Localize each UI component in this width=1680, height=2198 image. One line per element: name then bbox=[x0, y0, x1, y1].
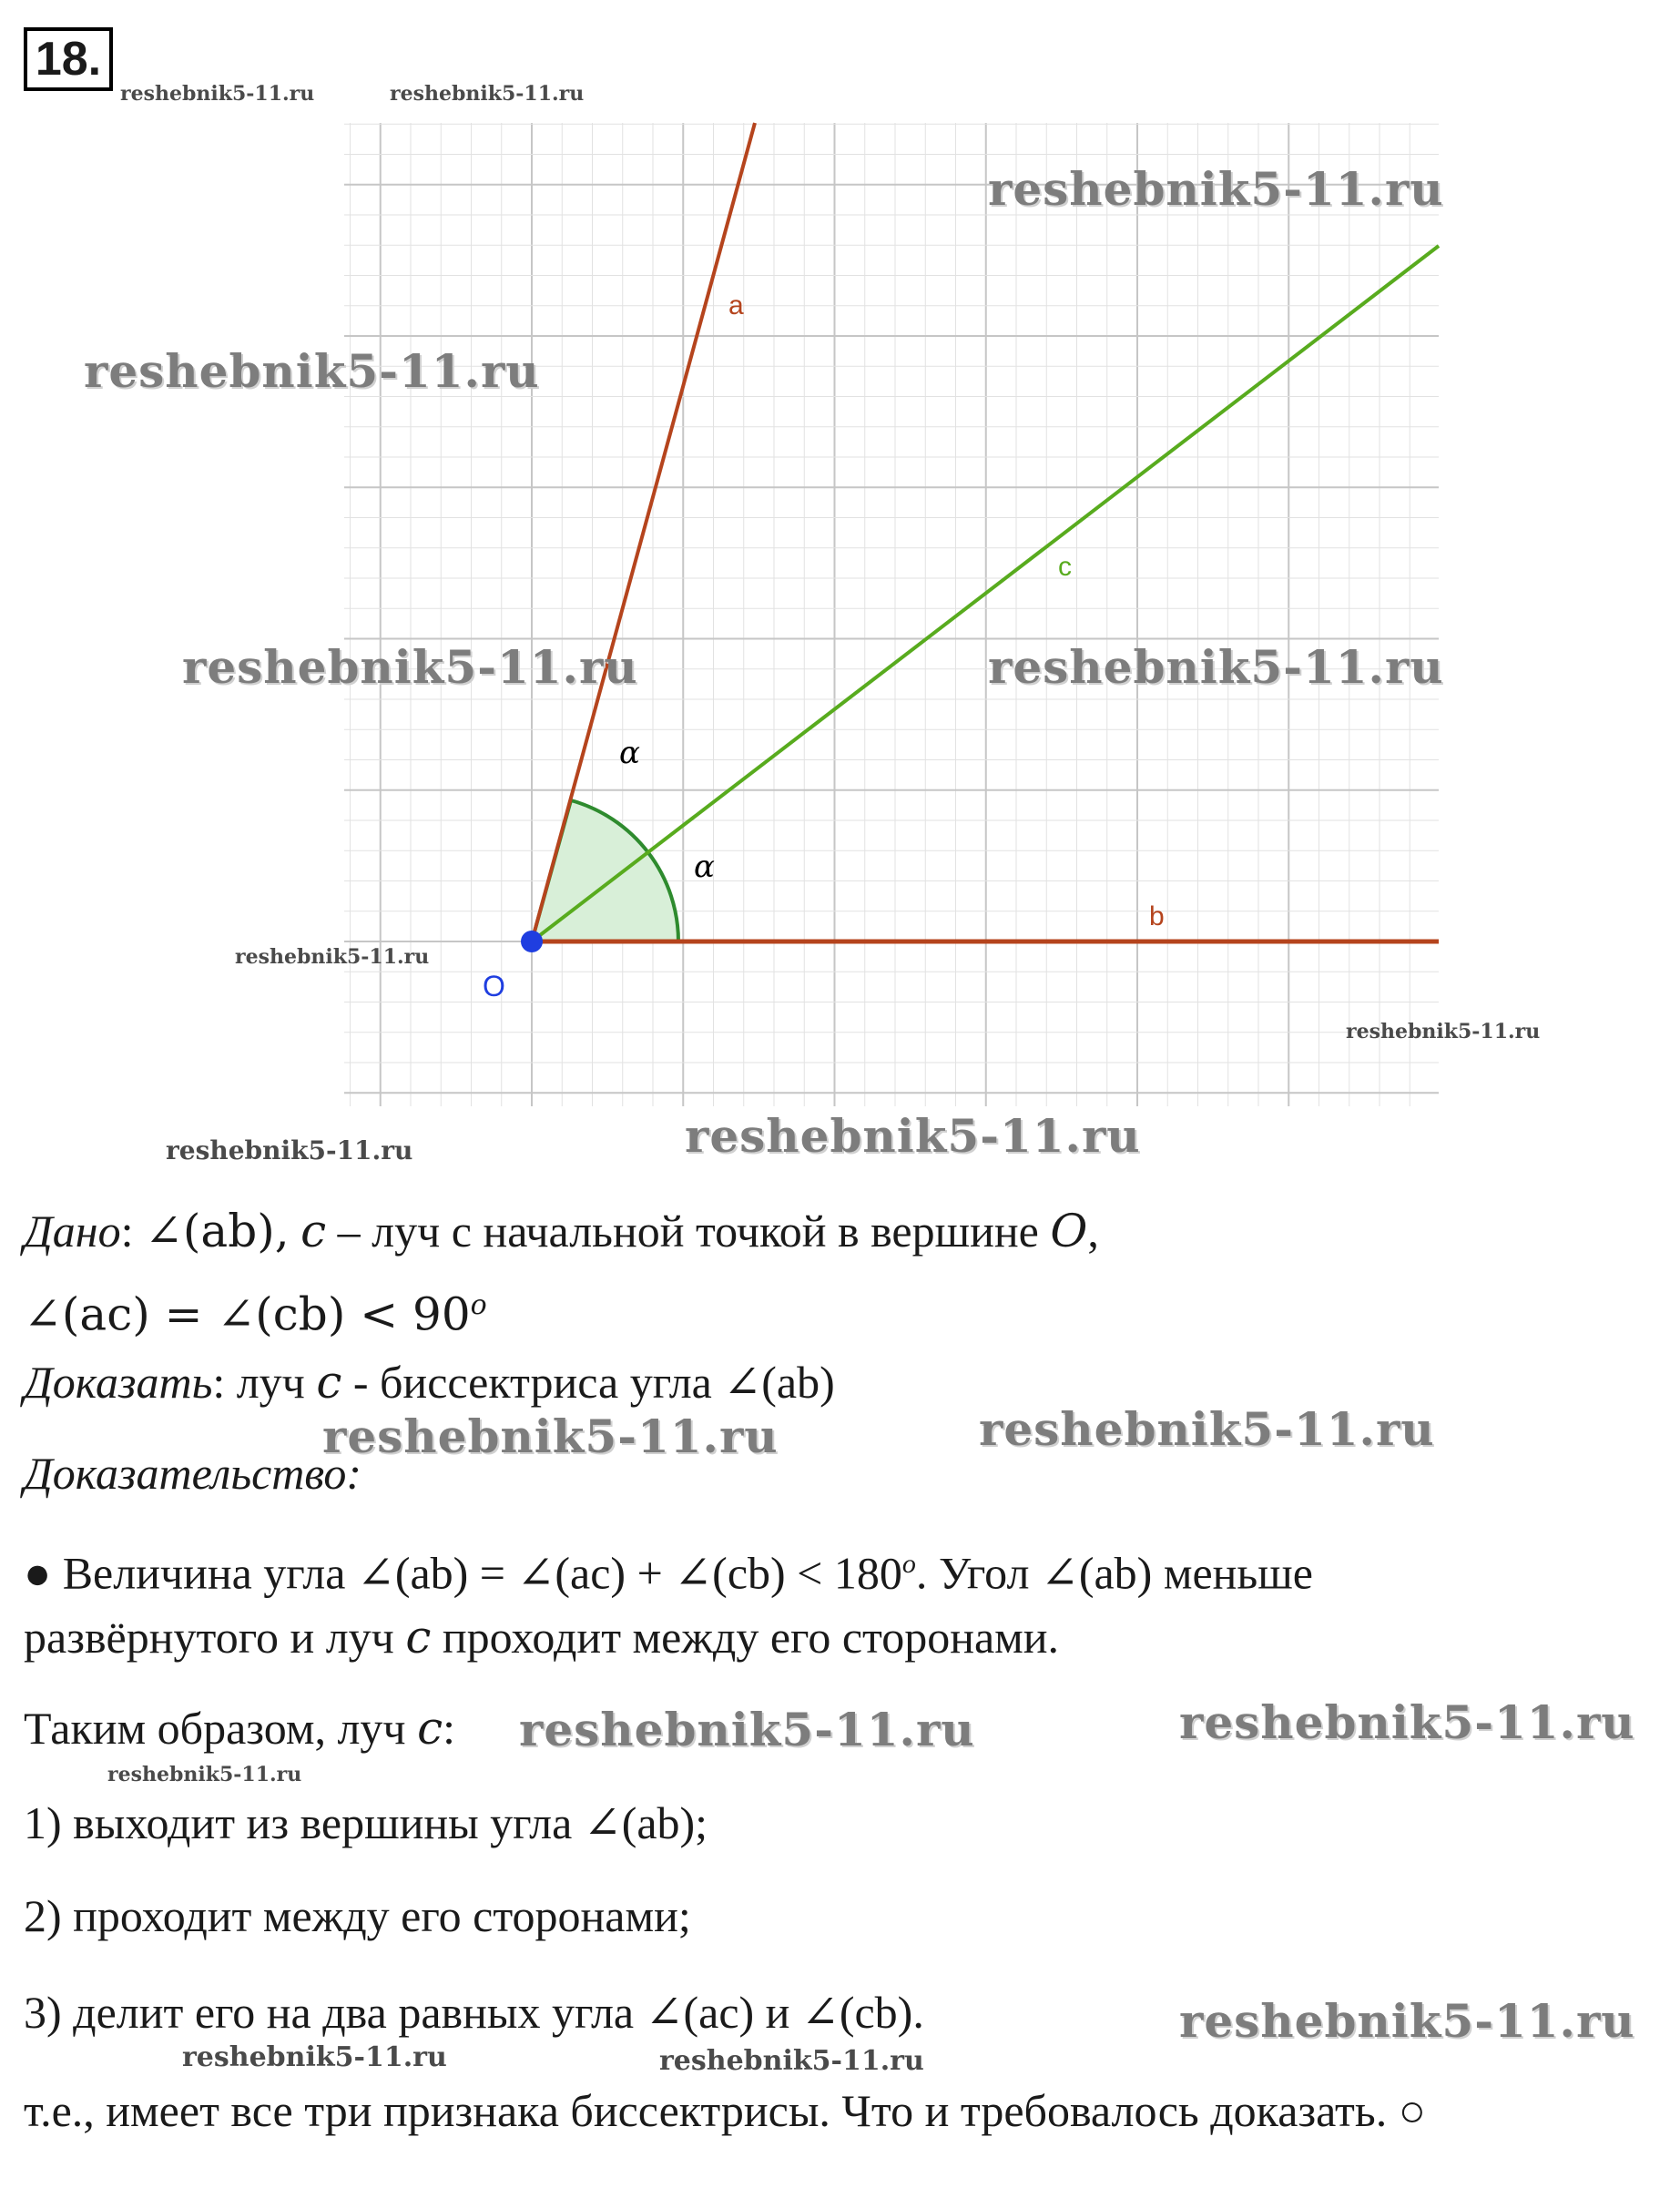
item-2: 2) проходит между его сторонами; bbox=[24, 1890, 691, 1941]
watermark: reshebnik5-11.ru bbox=[235, 945, 430, 969]
watermark: reshebnik5-11.ru bbox=[166, 1135, 413, 1165]
prove-line bbox=[24, 1355, 835, 1409]
watermark: reshebnik5-11.ru bbox=[390, 82, 585, 106]
watermark: reshebnik5-11.ru bbox=[988, 162, 1444, 216]
grid bbox=[344, 123, 1439, 1106]
bullet-text-2-end: проходит между его сторонами. bbox=[431, 1612, 1060, 1663]
item-1: 1) выходит из вершины угла ∠(ab); bbox=[24, 1797, 708, 1848]
watermark: reshebnik5-11.ru bbox=[979, 1402, 1435, 1456]
degree-sup: o bbox=[901, 1549, 916, 1579]
bullet-line-2 bbox=[24, 1610, 1059, 1664]
ray-a-label: a bbox=[728, 290, 744, 321]
vertex-point bbox=[521, 931, 543, 952]
watermark: reshebnik5-11.ru bbox=[84, 344, 540, 398]
ray-c-label: c bbox=[1058, 552, 1072, 582]
problem-number: 18. bbox=[24, 27, 113, 91]
watermark: reshebnik5-11.ru bbox=[107, 1763, 302, 1786]
given-line-2 bbox=[24, 1278, 487, 1342]
bullet-c: c bbox=[405, 1611, 432, 1664]
angle-arc bbox=[532, 800, 678, 941]
item-3: 3) делит его на два равных угла ∠(ac) и ∠(cb). bbox=[24, 1987, 924, 2038]
bullet-text-1-end: . Угол ∠(ab) меньше bbox=[915, 1547, 1313, 1599]
given-o: O bbox=[1050, 1205, 1088, 1257]
watermark: reshebnik5-11.ru bbox=[182, 640, 638, 694]
thus-end: : bbox=[443, 1703, 455, 1754]
given-c: c bbox=[300, 1205, 327, 1257]
thus-text: Таким образом, луч bbox=[24, 1703, 418, 1754]
prove-rest: - биссектриса угла ∠(ab) bbox=[341, 1357, 835, 1408]
given-equation: ∠(ac) = ∠(cb) < 90 bbox=[24, 1287, 471, 1341]
given-angle-ab: ∠(ab), bbox=[145, 1205, 290, 1257]
degree-sup: o bbox=[470, 1289, 487, 1321]
prove-c: c bbox=[316, 1356, 342, 1409]
watermark: reshebnik5-11.ru bbox=[988, 640, 1444, 694]
angle-alpha-label-1: α bbox=[619, 735, 640, 771]
ray-b-label: b bbox=[1149, 901, 1165, 931]
given-label: Дано bbox=[24, 1206, 121, 1257]
watermark: reshebnik5-11.ru bbox=[322, 1409, 779, 1463]
watermark: reshebnik5-11.ru bbox=[1179, 1994, 1635, 2048]
bullet-line-1 bbox=[24, 1537, 1313, 1601]
given-line-1: Дано: ∠(ab), c – луч с начальной точкой в вершине O, bbox=[24, 1205, 1099, 1257]
watermark: reshebnik5-11.ru bbox=[120, 82, 315, 106]
watermark: reshebnik5-11.ru bbox=[182, 2041, 447, 2073]
given-end: , bbox=[1087, 1206, 1099, 1257]
thus-line bbox=[24, 1701, 455, 1755]
given-description: – луч с начальной точкой в вершине bbox=[326, 1206, 1051, 1257]
watermark: reshebnik5-11.ru bbox=[1346, 1020, 1541, 1043]
prove-label: Доказать bbox=[24, 1357, 213, 1408]
proof-label: Доказательство: bbox=[24, 1448, 362, 1499]
watermark: reshebnik5-11.ru bbox=[1179, 1695, 1635, 1749]
angle-alpha-label-2: α bbox=[694, 849, 715, 885]
ray-a bbox=[532, 123, 755, 941]
watermark: reshebnik5-11.ru bbox=[519, 1703, 975, 1756]
conclusion: т.е., имеет все три признака биссектрисы. Что и требовалось доказать. ○ bbox=[24, 2085, 1426, 2136]
bullet-text-1: ● Величина угла ∠(ab) = ∠(ac) + ∠(cb) < 180 bbox=[24, 1547, 902, 1599]
thus-c: c bbox=[417, 1702, 443, 1755]
prove-text: : луч bbox=[212, 1357, 317, 1408]
vertex-label: O bbox=[483, 970, 505, 1002]
watermark: reshebnik5-11.ru bbox=[685, 1109, 1141, 1163]
watermark: reshebnik5-11.ru bbox=[659, 2045, 924, 2077]
bullet-text-2: развёрнутого и луч bbox=[24, 1612, 406, 1663]
